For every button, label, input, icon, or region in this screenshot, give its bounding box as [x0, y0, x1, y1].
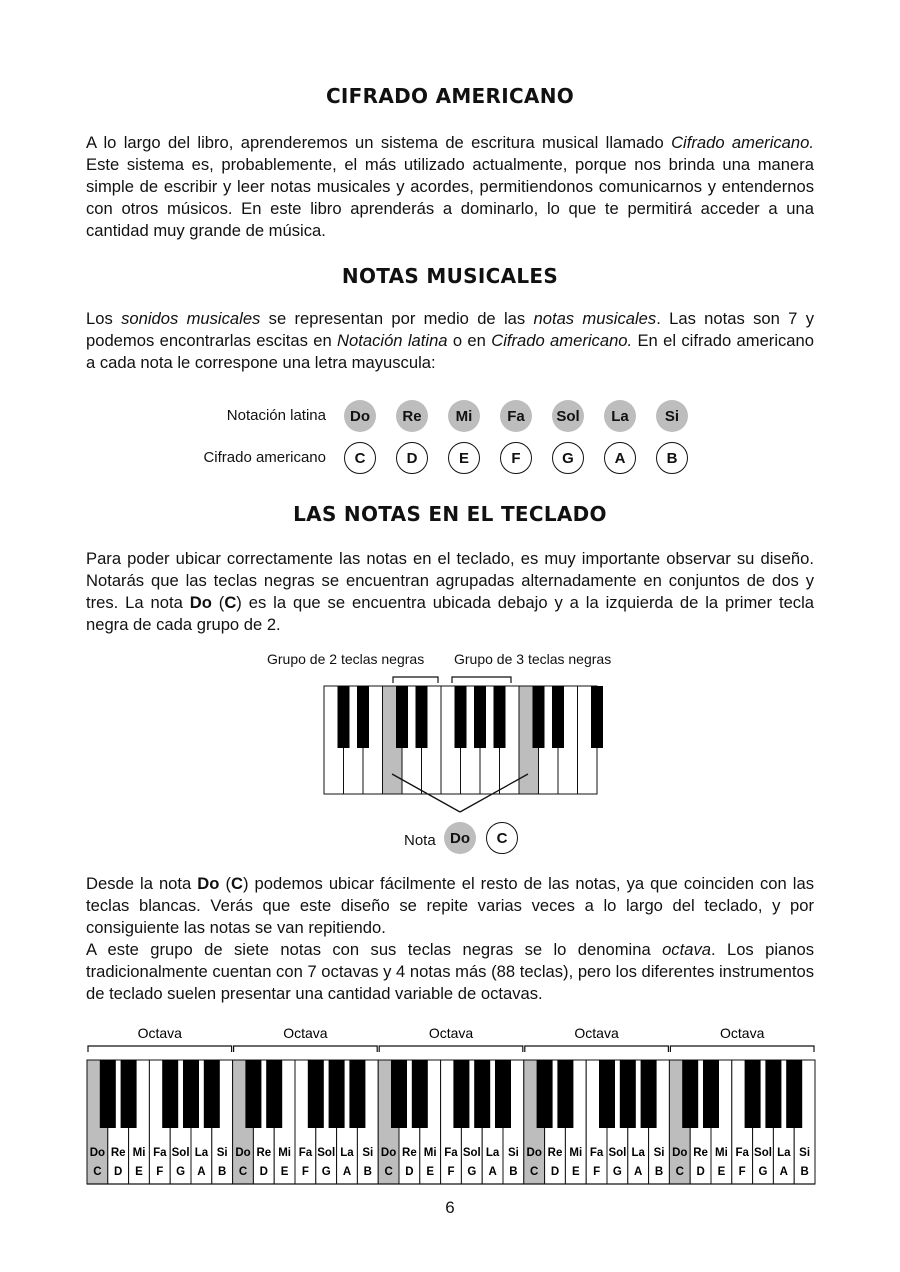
black-key — [121, 1060, 137, 1128]
american-note-0: C — [344, 442, 376, 474]
key-latin-label: Sol — [608, 1147, 627, 1159]
black-key — [338, 686, 350, 748]
black-key — [495, 1060, 511, 1128]
key-latin-label: Si — [216, 1147, 228, 1159]
black-key — [620, 1060, 636, 1128]
black-key — [745, 1060, 761, 1128]
black-key — [552, 686, 564, 748]
key-american-label: C — [384, 1166, 393, 1178]
key-latin-label: Re — [110, 1147, 126, 1159]
nota-label: Nota — [404, 832, 436, 849]
bracket-group-3 — [452, 677, 511, 683]
black-key — [349, 1060, 365, 1128]
black-key — [308, 1060, 324, 1128]
key-latin-label: Mi — [423, 1147, 437, 1159]
pointer-line-left — [392, 774, 460, 812]
key-latin-label: Do — [526, 1147, 542, 1159]
key-latin-label: Re — [402, 1147, 417, 1159]
key-latin-label: Re — [693, 1147, 708, 1159]
key-american-label: A — [779, 1166, 788, 1178]
black-key — [599, 1060, 615, 1128]
key-american-label: B — [363, 1166, 372, 1178]
key-latin-label: Mi — [278, 1147, 291, 1159]
key-latin-label: Do — [672, 1147, 688, 1159]
octave-bracket — [525, 1046, 669, 1052]
black-key — [786, 1060, 802, 1128]
key-latin-label: Fa — [153, 1147, 167, 1159]
key-american-label: B — [218, 1166, 227, 1178]
text: A este grupo de siete notas con sus teclas negras se lo denomina — [86, 940, 663, 959]
paragraph-notas — [86, 308, 814, 374]
nota-c-circle: C — [486, 822, 518, 854]
octave-bracket — [88, 1046, 232, 1052]
key-american-label: C — [238, 1166, 248, 1178]
key-american-label: C — [93, 1166, 102, 1178]
key-latin-label: La — [777, 1147, 791, 1159]
black-key — [100, 1060, 116, 1128]
paragraph-cifrado — [86, 132, 814, 242]
key-american-label: C — [530, 1166, 539, 1178]
octave-label: Octava — [720, 1025, 765, 1041]
do-pointer-lines — [380, 768, 540, 818]
black-key — [494, 686, 506, 748]
paragraph-teclado — [86, 548, 814, 636]
key-american-label: D — [114, 1166, 123, 1178]
black-key — [453, 1060, 469, 1128]
key-american-label: E — [280, 1166, 289, 1178]
key-american-label: A — [197, 1166, 206, 1178]
key-american-label: A — [342, 1166, 352, 1178]
black-key — [329, 1060, 345, 1128]
octave-bracket — [234, 1046, 378, 1052]
key-american-label: F — [593, 1166, 601, 1178]
american-note-6: B — [656, 442, 688, 474]
black-key — [357, 686, 369, 748]
key-american-label: B — [654, 1166, 664, 1178]
text-bold: C — [224, 593, 237, 612]
key-american-label: E — [135, 1166, 143, 1178]
latin-note-4: Sol — [552, 400, 584, 432]
text: ( — [219, 874, 231, 893]
text-bold: Do — [197, 874, 220, 893]
key-american-label: B — [800, 1166, 809, 1178]
key-latin-label: Mi — [132, 1147, 146, 1159]
key-latin-label: Fa — [298, 1147, 313, 1159]
key-american-label: F — [738, 1166, 746, 1178]
nota-do-circle: Do — [444, 822, 476, 854]
text-italic: Notación latina — [337, 331, 448, 350]
keyboard-octaves — [80, 1020, 825, 1190]
text: Los — [86, 309, 122, 328]
key-american-label: A — [488, 1166, 497, 1178]
latin-note-1: Re — [396, 400, 428, 432]
key-latin-label: Sol — [171, 1147, 190, 1159]
group-2-label: Grupo de 2 teclas negras — [267, 651, 425, 667]
key-latin-label: Mi — [715, 1147, 728, 1159]
american-row-label: Cifrado americano — [203, 449, 326, 466]
text: . Las notas son 7 y podemos encontrarlas escitas en — [86, 309, 814, 350]
key-latin-label: Sol — [754, 1147, 772, 1159]
octave-bracket — [379, 1046, 523, 1052]
key-american-label: F — [156, 1166, 164, 1178]
black-key — [412, 1060, 428, 1128]
black-key — [682, 1060, 698, 1128]
section-title-teclado: LAS NOTAS EN EL TECLADO — [293, 502, 607, 526]
text-italic: notas musicales — [533, 309, 657, 328]
text-bold: C — [230, 874, 243, 893]
black-key — [204, 1060, 220, 1128]
key-american-label: D — [259, 1166, 268, 1178]
black-key — [183, 1060, 199, 1128]
key-american-label: G — [321, 1166, 331, 1178]
key-american-label: E — [571, 1166, 580, 1178]
key-american-label: A — [634, 1166, 643, 1178]
text-bold: Do — [189, 593, 212, 612]
key-latin-label: Si — [362, 1147, 374, 1159]
text: Desde la nota — [86, 874, 198, 893]
key-latin-label: Re — [547, 1147, 563, 1159]
paragraph-desde — [86, 873, 814, 1005]
key-latin-label: Do — [235, 1147, 251, 1159]
text: ) podemos ubicar fácilmente el resto de las notas, ya que coinciden con las teclas blancas. Verás que este diseño se repite varias veces a lo largo del teclado, y por consiguiente las notas se van repitiendo. — [86, 874, 815, 937]
key-latin-label: Re — [256, 1147, 272, 1159]
black-key — [266, 1060, 282, 1128]
key-latin-label: Mi — [569, 1147, 583, 1159]
american-note-4: G — [552, 442, 584, 474]
key-american-label: D — [696, 1166, 705, 1178]
black-key — [537, 1060, 553, 1128]
black-key — [765, 1060, 781, 1128]
text-italic: sonidos musicales — [121, 309, 261, 328]
key-latin-label: Fa — [444, 1147, 458, 1159]
text: En el cifrado americano a cada nota le correspone una letra mayuscula: — [86, 331, 814, 372]
page-number: 6 — [445, 1198, 455, 1217]
key-american-label: C — [675, 1166, 684, 1178]
key-latin-label: La — [485, 1147, 500, 1159]
latin-note-0: Do — [344, 400, 376, 432]
text: ) es la que se encuentra ubicada debajo y a la izquierda de la primer tecla negra de cada grupo de 2. — [86, 593, 815, 634]
key-latin-label: Sol — [317, 1147, 336, 1159]
key-american-label: D — [550, 1166, 560, 1178]
key-latin-label: Sol — [462, 1147, 481, 1159]
text: . Los pianos tradicionalmente cuentan con 7 octavas y 4 notas más (88 teclas), pero los diferentes instrumentos de teclado suelen presentar una cantidad variable de octavas. — [86, 940, 815, 1003]
black-key — [245, 1060, 261, 1128]
key-american-label: G — [467, 1166, 477, 1178]
black-key — [416, 686, 428, 748]
key-latin-label: Si — [507, 1147, 519, 1159]
key-latin-label: La — [631, 1147, 645, 1159]
text: o en — [447, 331, 492, 350]
key-american-label: G — [758, 1166, 768, 1178]
octave-label: Octava — [137, 1025, 182, 1041]
octave-label: Octava — [574, 1025, 619, 1041]
key-american-label: D — [405, 1166, 414, 1178]
black-key — [474, 1060, 490, 1128]
key-latin-label: Do — [89, 1147, 106, 1159]
key-latin-label: La — [194, 1147, 209, 1159]
text: A lo largo del libro, aprenderemos un sistema de escritura musical llamado — [86, 133, 672, 152]
text-italic: Cifrado americano. — [491, 331, 633, 350]
key-american-label: E — [717, 1166, 726, 1178]
key-american-label: F — [447, 1166, 455, 1178]
key-latin-label: Fa — [735, 1147, 749, 1159]
black-key — [474, 686, 486, 748]
text: Este sistema es, probablemente, el más utilizado actualmente, porque nos brinda una manera simple de escribir y leer notas musicales y acordes, permitiendonos comunicarnos y entendernos con otros músicos. En este libro aprenderás a dominarlo, lo que te permitirá acceder a una cantidad muy grande de música. — [86, 155, 814, 240]
american-note-2: E — [448, 442, 480, 474]
black-key — [455, 686, 467, 748]
key-american-label: E — [426, 1166, 435, 1178]
black-key — [162, 1060, 178, 1128]
latin-note-6: Si — [656, 400, 688, 432]
latin-note-2: Mi — [448, 400, 480, 432]
pointer-line-right — [460, 774, 528, 812]
key-american-label: F — [301, 1166, 309, 1178]
black-key — [391, 1060, 407, 1128]
key-latin-label: La — [340, 1147, 354, 1159]
key-american-label: B — [509, 1166, 518, 1178]
octave-bracket — [670, 1046, 814, 1052]
american-note-3: F — [500, 442, 532, 474]
key-latin-label: Si — [799, 1147, 811, 1159]
key-latin-label: Si — [653, 1147, 665, 1159]
octave-label: Octava — [283, 1025, 328, 1041]
key-american-label: G — [612, 1166, 622, 1178]
key-american-label: G — [176, 1166, 186, 1178]
black-key — [703, 1060, 719, 1128]
key-latin-label: Fa — [589, 1147, 604, 1159]
american-note-1: D — [396, 442, 428, 474]
section-title-cifrado: CIFRADO AMERICANO — [325, 84, 575, 108]
text-italic: octava — [662, 940, 711, 959]
latin-row-label: Notación latina — [226, 407, 326, 424]
black-key — [641, 1060, 657, 1128]
text: ( — [211, 593, 225, 612]
text: Para poder ubicar correctamente las notas en el teclado, es muy importante observar su diseño. Notarás que las teclas negras se encuentran agrupadas alternadamente en conjuntos de dos y tres. La nota — [86, 549, 814, 612]
text: se representan por medio de las — [260, 309, 534, 328]
group-3-label: Grupo de 3 teclas negras — [454, 651, 612, 667]
black-key — [557, 1060, 573, 1128]
latin-note-5: La — [604, 400, 636, 432]
black-key — [533, 686, 545, 748]
text-italic: Cifrado americano. — [671, 133, 814, 152]
octave-label: Octava — [428, 1025, 474, 1041]
black-key — [591, 686, 603, 748]
black-key — [396, 686, 408, 748]
bracket-group-2 — [393, 677, 438, 683]
latin-note-3: Fa — [500, 400, 532, 432]
american-note-5: A — [604, 442, 636, 474]
section-title-notas: NOTAS MUSICALES — [341, 264, 559, 288]
key-latin-label: Do — [380, 1147, 397, 1159]
